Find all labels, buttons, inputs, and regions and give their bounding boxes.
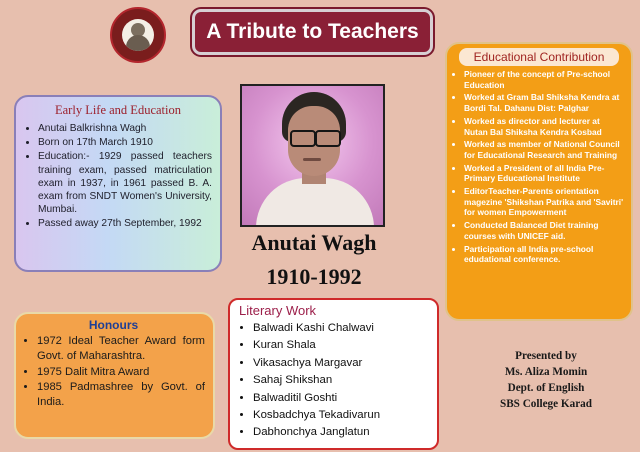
contribution-item: • Worked at Gram Bal Shiksha Kendra at Bordi Tal. Dahanu Dist: Palghar [464,92,625,113]
contribution-item: • Pioneer of the concept of Pre-school Education [464,69,625,90]
early-life-heading: Early Life and Education [55,103,181,117]
literary-work-item: • Vikasachya Margavar [253,355,431,372]
portrait-photo [240,84,385,227]
honour-item: • 1975 Dalit Mitra Award [37,365,205,380]
portrait-saree [256,178,374,227]
early-life-panel [14,95,222,272]
teacher-years: 1910-1992 [266,264,362,289]
contribution-item: • Participation all India pre-school edudational conference. [464,244,625,265]
honours-heading: Honours [88,318,139,332]
educational-contribution-list [453,69,625,265]
page-title: A Tribute to Teachers [192,9,433,55]
presenter-college: SBS College Karad [500,398,592,410]
teacher-name: Anutai Wagh [251,230,377,255]
early-life-item: • Education:- 1929 passed teachers training exam, passed matriculation exam in 1937, in 1961 passed B. A. exam from SNDT Women's University, Mumbai. [38,150,212,216]
educational-contribution-panel [445,42,633,321]
early-life-item: • Anutai Balkrishna Wagh [38,122,212,135]
honours-list [22,334,205,410]
early-life-item: • Born on 17th March 1910 [38,136,212,149]
college-logo-icon [110,7,166,63]
literary-work-item: • Balwaditil Goshti [253,390,431,407]
honour-item: • 1972 Ideal Teacher Award form Govt. of Maharashtra. [37,334,205,364]
contribution-item: • Conducted Balanced Diet training courses with UNICEF aid. [464,220,625,241]
literary-work-panel [228,298,439,450]
portrait-glasses-left [290,130,316,147]
presenter-name: Ms. Aliza Momin [504,366,588,378]
literary-work-heading: Literary Work [239,303,317,318]
honour-item: • 1985 Padmashree by Govt. of India. [37,380,205,410]
portrait-mouth [303,158,321,161]
literary-work-item: • Kuran Shala [253,337,431,354]
presented-by-label: Presented by [515,350,577,362]
literary-work-list [239,320,431,442]
presented-by-block [456,348,636,428]
logo-bust [126,35,150,51]
presenter-department: Dept. of English [507,382,585,394]
educational-contribution-heading: Educational Contribution [459,48,619,66]
contribution-item: • EditorTeacher-Parents orientation magezine 'Shikshan Patrika and 'Savitri' for women Empowerment [464,186,625,218]
portrait-glasses-right [315,130,341,147]
logo-portrait [122,19,154,51]
contribution-item: • Worked as director and lecturer at Nutan Bal Shiksha Kendra Kosbad [464,116,625,137]
literary-work-item: • Balwadi Kashi Chalwavi [253,320,431,337]
literary-work-item: • Kosbadchya Tekadivarun [253,407,431,424]
honours-panel [14,312,215,439]
contribution-item: • Worked a President of all India Pre-Primary Educational Institute [464,163,625,184]
contribution-item: • Worked as member of National Council for Educational Research and Training [464,139,625,160]
literary-work-item: • Sahaj Shikshan [253,372,431,389]
early-life-list [24,122,212,231]
literary-work-item: • Dabhonchya Janglatun [253,424,431,441]
early-life-item: • Passed away 27th September, 1992 [38,217,212,230]
